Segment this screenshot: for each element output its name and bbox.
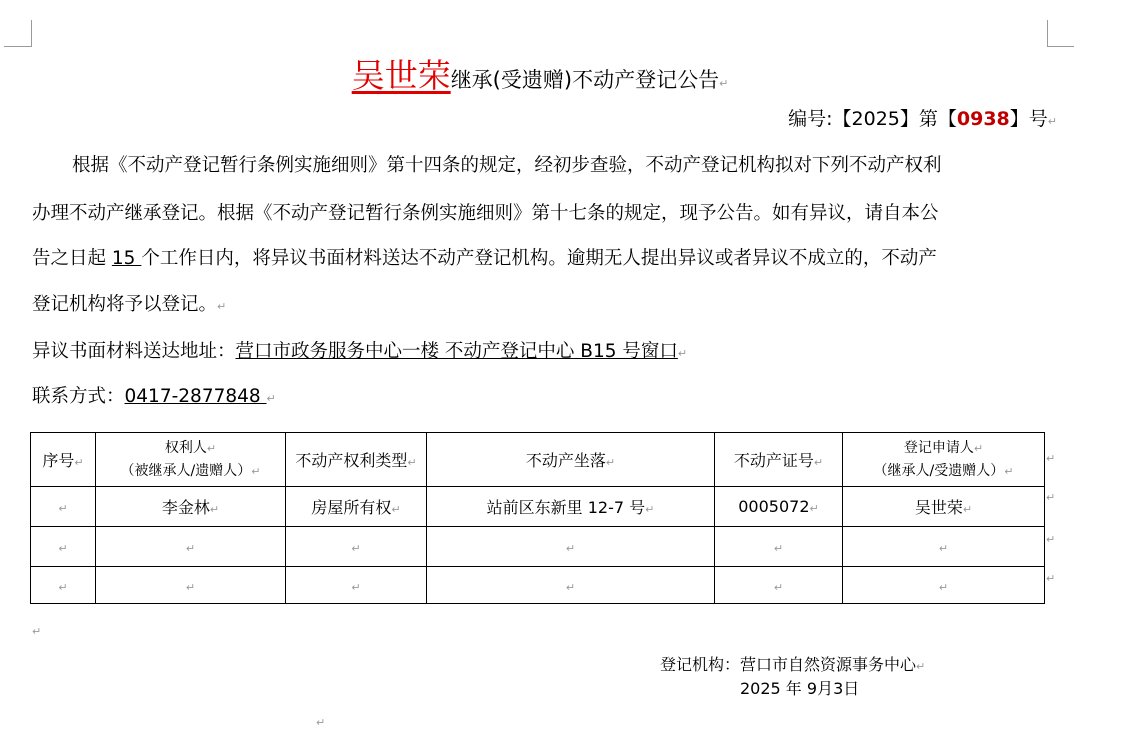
cell-location: ↵	[427, 567, 715, 604]
paragraph-mark-icon: ↵	[217, 300, 227, 313]
table-row	[31, 487, 1045, 527]
crop-mark-top-left	[4, 46, 32, 47]
property-table	[30, 432, 1045, 604]
cell-seq: ↵	[31, 567, 96, 604]
contact-line	[32, 382, 1052, 408]
header-seq: 序号↵	[31, 433, 96, 487]
title-text: 继承(受遗赠)不动产登记公告	[450, 68, 720, 92]
contact-label: 联系方式：	[32, 386, 125, 407]
notice-title	[0, 50, 1080, 97]
cell-applicant: 吴世荣↵	[843, 487, 1045, 527]
cell-holder: ↵	[96, 527, 286, 567]
table-header-row	[31, 433, 1045, 487]
body-line-2: 办理不动产继承登记。根据《不动产登记暂行条例实施细则》第十七条的规定，现予公告。如有异议，请自本公	[32, 203, 939, 224]
paragraph-mark-icon: ↵	[916, 660, 926, 673]
cell-right-type: ↵	[286, 527, 427, 567]
contact-value: 0417-2877848	[124, 386, 267, 407]
cell-right-type: ↵	[286, 567, 427, 604]
table-row	[31, 567, 1045, 604]
cell-cert-no: ↵	[715, 567, 843, 604]
cell-cert-no: ↵	[715, 527, 843, 567]
number-value: 0938	[956, 108, 1010, 130]
notice-number: 编号:【2025】第【0938】号↵	[788, 108, 1057, 130]
cell-location: 站前区东新里 12-7 号↵	[427, 487, 715, 527]
body-line-3: 告之日起 15 个工作日内，将异议书面材料送达不动产登记机构。逾期无人提出异议或者异议不成立的，不动产	[32, 248, 937, 269]
cell-seq: ↵	[31, 487, 96, 527]
cell-right-type: 房屋所有权↵	[286, 487, 427, 527]
row-end-mark-icon: ↵	[1046, 491, 1056, 504]
cell-cert-no: 0005072↵	[715, 487, 843, 527]
paragraph-mark-icon: ↵	[1047, 115, 1057, 128]
cell-seq: ↵	[31, 527, 96, 567]
row-end-mark-icon: ↵	[1046, 452, 1056, 465]
row-end-mark-icon: ↵	[1046, 572, 1056, 585]
crop-mark-top-right	[1047, 46, 1074, 47]
address-line	[32, 337, 1052, 363]
header-right-type: 不动产权利类型↵	[286, 433, 427, 487]
registration-org: 登记机构：营口市自然资源事务中心↵	[660, 655, 926, 674]
table-row	[31, 527, 1045, 567]
crop-mark-top-left-vertical	[31, 20, 32, 47]
header-applicant: 登记申请人↵ （继承人/受遗赠人）↵	[843, 433, 1045, 487]
paragraph-mark-icon: ↵	[32, 625, 42, 638]
cell-holder: 李金林↵	[96, 487, 286, 527]
cell-applicant: ↵	[843, 527, 1045, 567]
row-end-mark-icon: ↵	[1046, 533, 1056, 546]
body-line-4: 登记机构将予以登记。↵	[32, 294, 227, 315]
cell-holder: ↵	[96, 567, 286, 604]
cell-location: ↵	[427, 527, 715, 567]
header-holder: 权利人↵ （被继承人/遗赠人）↵	[96, 433, 286, 487]
paragraph-mark-icon: ↵	[266, 392, 276, 405]
title-name: 吴世荣	[351, 56, 451, 95]
header-location: 不动产坐落↵	[427, 433, 715, 487]
days-value: 15	[111, 248, 142, 269]
paragraph-mark-icon: ↵	[316, 716, 326, 729]
cell-applicant: ↵	[843, 567, 1045, 604]
address-label: 异议书面材料送达地址：	[32, 341, 236, 362]
body-line-1: 根据《不动产登记暂行条例实施细则》第十四条的规定，经初步查验，不动产登记机构拟对下列不动产权利	[72, 155, 942, 176]
paragraph-mark-icon: ↵	[677, 347, 688, 360]
paragraph-mark-icon: ↵	[719, 77, 729, 90]
crop-mark-top-right-vertical	[1047, 20, 1048, 47]
notice-date: 2025 年 9月3日	[740, 679, 860, 698]
address-value: 营口市政务服务中心一楼 不动产登记中心 B15 号窗口	[235, 341, 678, 362]
header-cert-no: 不动产证号↵	[715, 433, 843, 487]
